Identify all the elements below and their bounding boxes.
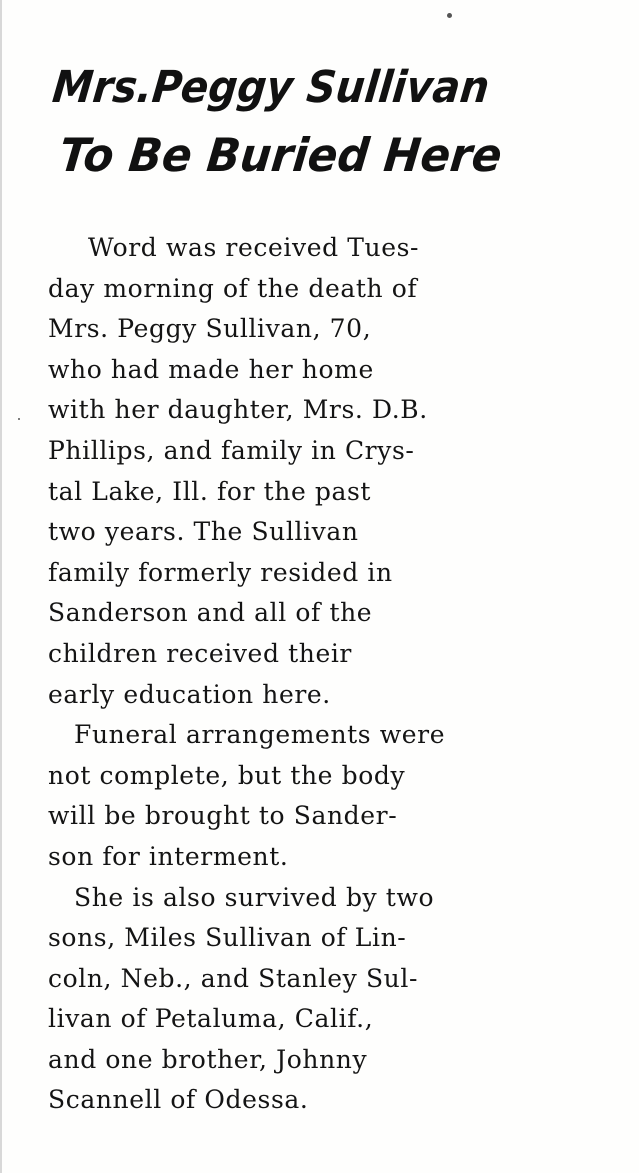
ink-speck xyxy=(18,418,20,420)
article-body xyxy=(48,228,608,1121)
scan-edge xyxy=(0,0,2,1173)
paragraph-3-line: coln, Neb., and Stanley Sul- xyxy=(48,963,419,993)
paragraph-1-line: Word was received Tues- xyxy=(88,233,420,262)
paragraph-1-line: Phillips, and family in Crys- xyxy=(48,435,415,465)
paragraph-3-line: She is also survived by two xyxy=(74,882,435,912)
paragraph-1-line: with her daughter, Mrs. D.B. xyxy=(48,395,428,425)
ink-speck xyxy=(447,13,452,18)
paragraph-1-line: who had made her home xyxy=(48,354,374,384)
headline-line-1: Mrs.Peggy Sullivan xyxy=(50,62,492,113)
paragraph-3-line: sons, Miles Sullivan of Lin- xyxy=(48,923,407,953)
paragraph-3-line: livan of Petaluma, Calif., xyxy=(48,1004,374,1034)
paragraph-1-line: children received their xyxy=(48,638,352,668)
paragraph-2-line: son for interment. xyxy=(48,841,289,871)
headline-line-2: To Be Buried Here xyxy=(56,128,505,182)
paragraph-1-line: day morning of the death of xyxy=(48,273,418,303)
paragraph-2-line: not complete, but the body xyxy=(48,760,406,790)
paragraph-1-line: early education here. xyxy=(48,679,331,709)
paragraph-2-line: will be brought to Sander- xyxy=(48,801,398,831)
paragraph-3-line: Scannell of Odessa. xyxy=(48,1085,309,1115)
paragraph-1-line: family formerly resided in xyxy=(48,557,393,587)
paragraph-1-line: Sanderson and all of the xyxy=(48,598,373,628)
paragraph-1-line: Mrs. Peggy Sullivan, 70, xyxy=(48,314,372,344)
paragraph-1-line: two years. The Sullivan xyxy=(48,517,359,547)
paragraph-1-line: tal Lake, Ill. for the past xyxy=(48,476,372,506)
paragraph-2-line: Funeral arrangements were xyxy=(74,720,446,750)
paragraph-3-line: and one brother, Johnny xyxy=(48,1044,368,1074)
